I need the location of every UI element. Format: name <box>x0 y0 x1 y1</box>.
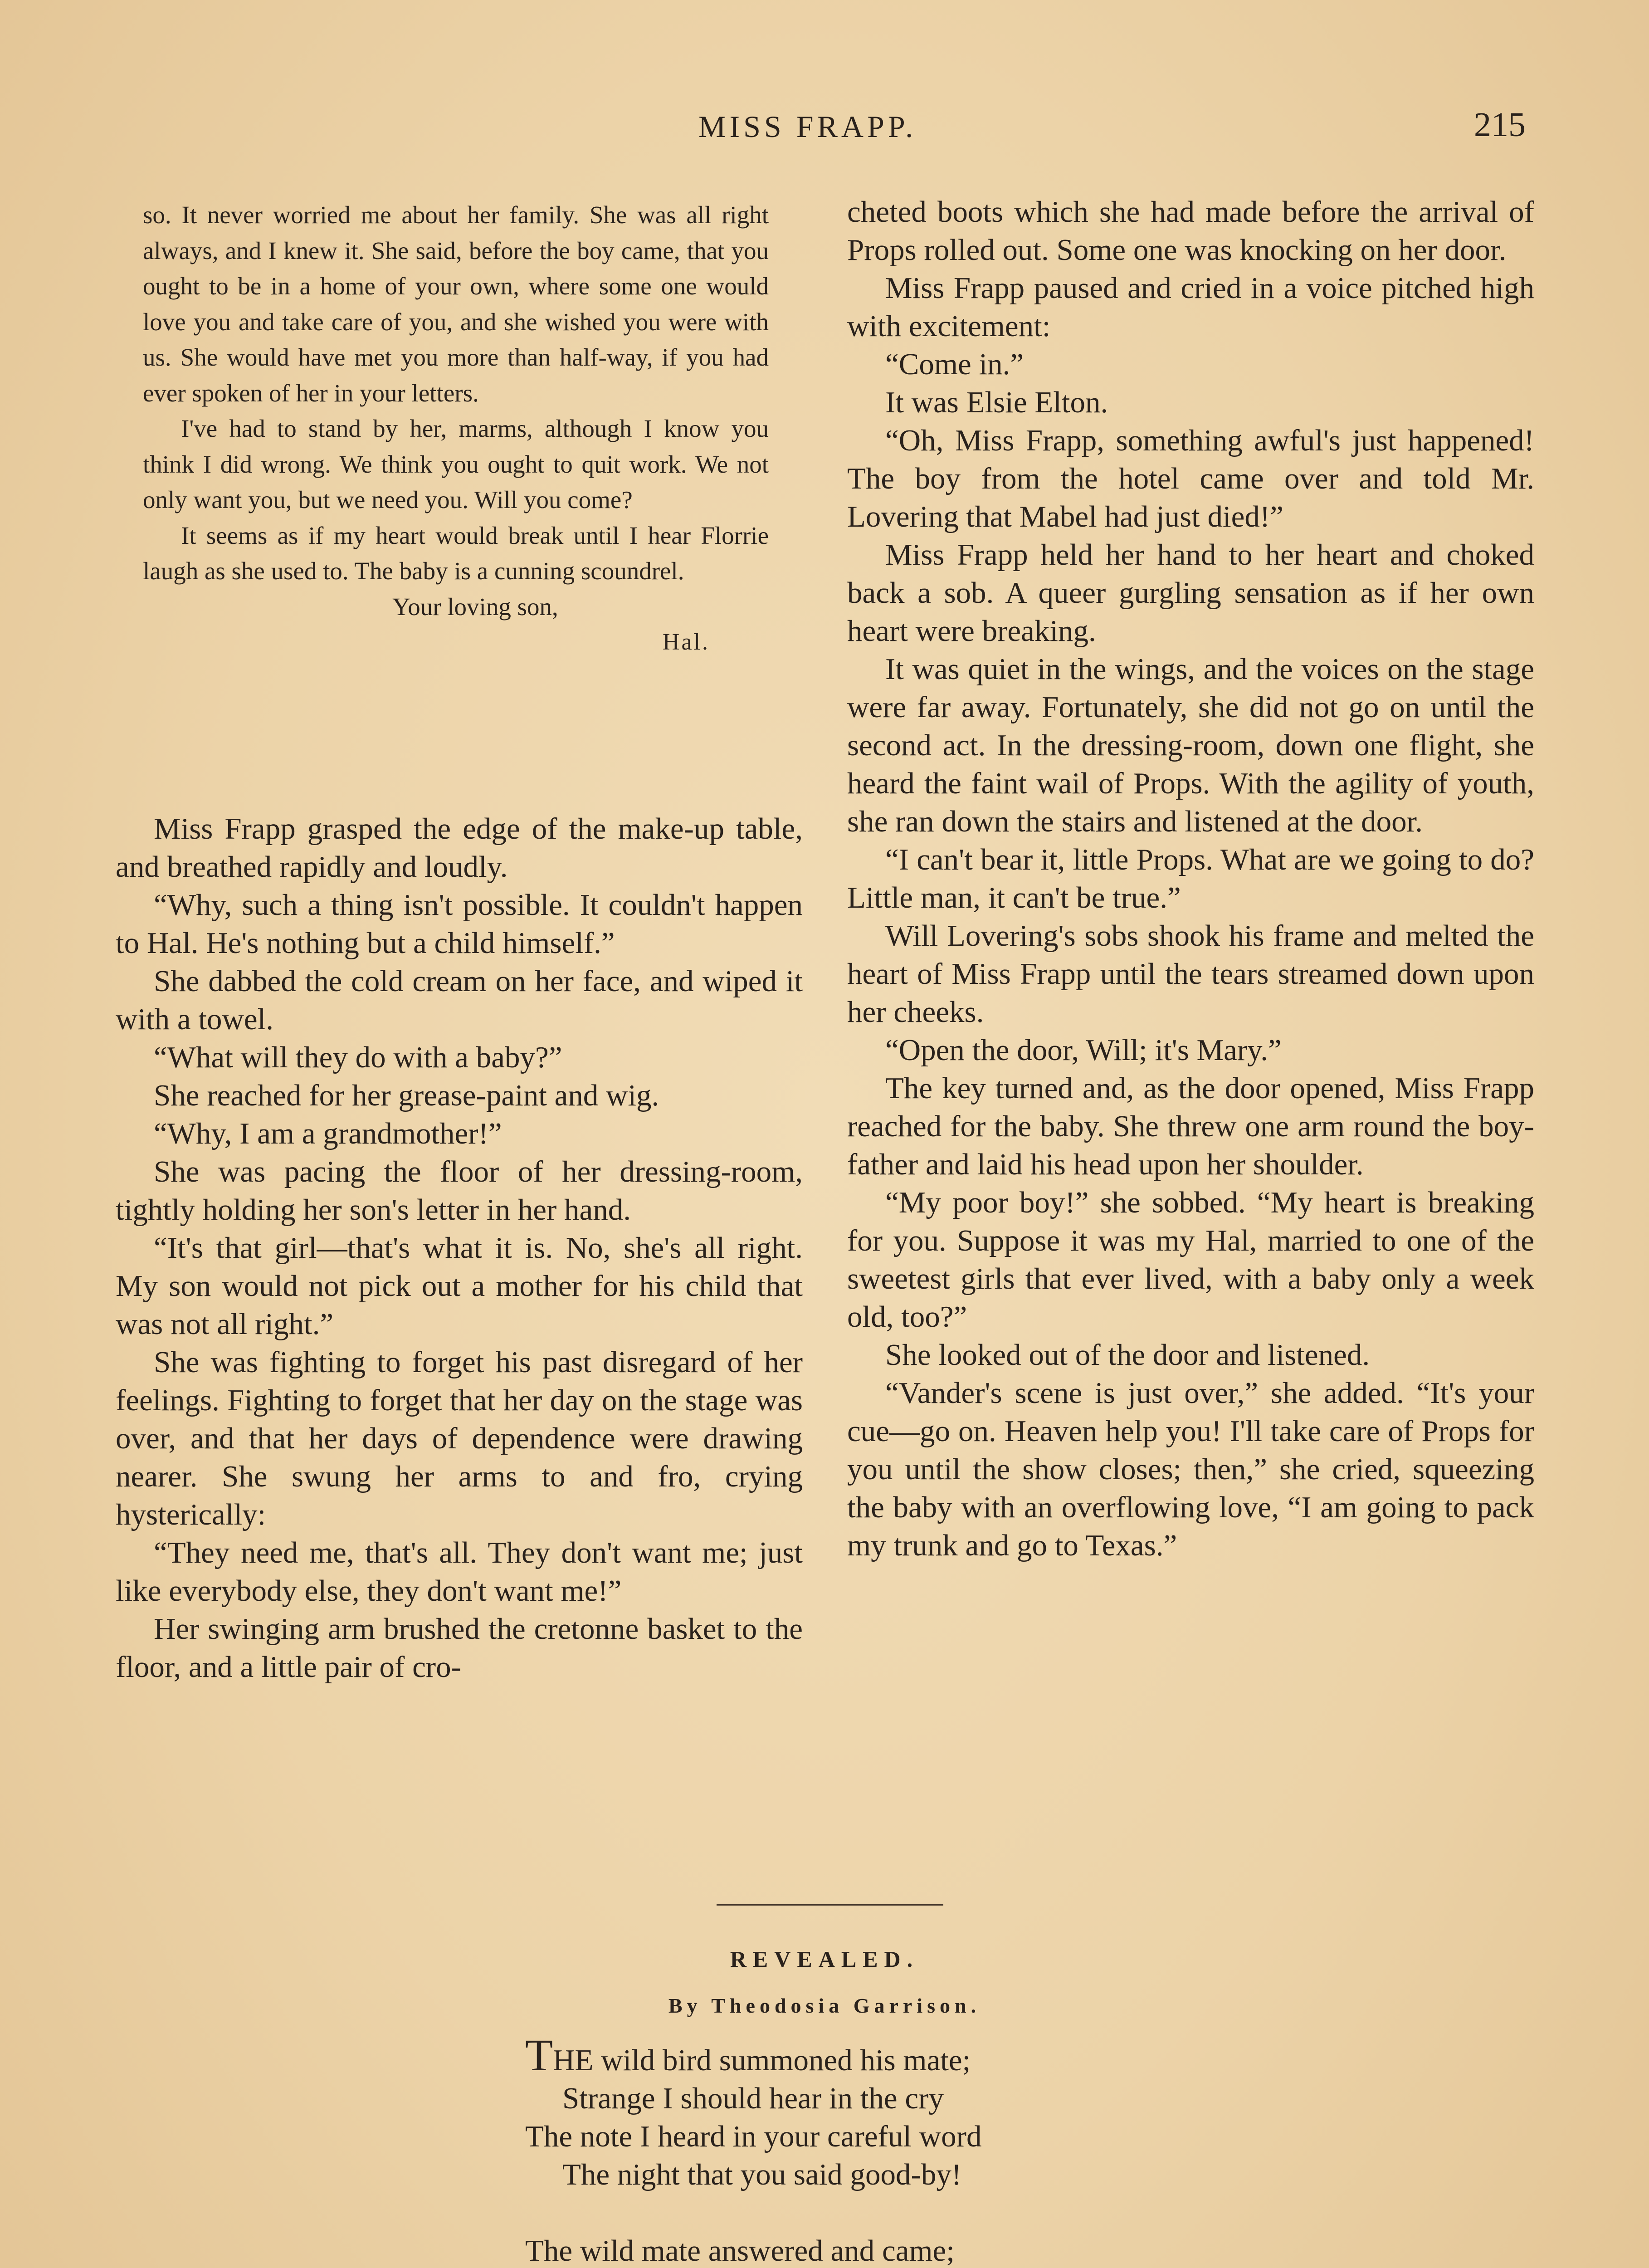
poem-byline: By Theodosia Garrison. <box>668 1994 981 2017</box>
paragraph: She looked out of the door and listened. <box>885 1338 1370 1372</box>
drop-cap: T <box>525 2030 553 2080</box>
paragraph: “Why, such a thing isn't possible. It couldn't happen to Hal. He's nothing but a child himself.” <box>116 888 803 960</box>
left-column <box>116 810 803 1686</box>
right-column <box>847 193 1534 1564</box>
paragraph: Miss Frapp paused and cried in a voice pitched high with excitement: <box>847 271 1534 343</box>
poem <box>525 2030 1296 2268</box>
paragraph: Her swinging arm brushed the cretonne basket to the floor, and a little pair of cro- <box>116 1612 803 1684</box>
paragraph: It was quiet in the wings, and the voices on the stage were far away. Fortunately, she did not go on until the second act. In the dressing-room, down one flight, she heard the faint wail of Props. With the agility of youth, she ran down the stairs and listened at the door. <box>847 652 1534 838</box>
page-number: 215 <box>1474 106 1526 144</box>
letter-block <box>143 197 769 660</box>
paragraph: She was pacing the floor of her dressing-room, tightly holding her son's letter in her hand. <box>116 1155 803 1227</box>
paragraph: “My poor boy!” she sobbed. “My heart is breaking for you. Suppose it was my Hal, married to one of the sweetest girls that ever lived, with a baby only a week old, too?” <box>847 1186 1534 1334</box>
running-header: MISS FRAPP. <box>698 109 917 144</box>
poem-line <box>525 2030 1296 2080</box>
paragraph: “What will they do with a baby?” <box>154 1041 562 1074</box>
letter-signature: Hal. <box>662 629 710 655</box>
letter-paragraph: I've had to stand by her, marms, although I know you think I did wrong. We think you ought to quit work. We not only want you, but we need you. Will you come? <box>143 415 769 513</box>
paragraph: She reached for her grease-paint and wig. <box>154 1079 659 1112</box>
stanza-break <box>525 2194 1296 2232</box>
paragraph: “Vander's scene is just over,” she added. “It's your cue—go on. Heaven help you! I'll take care of Props for you until the show closes; then,” she cried, squeezing the baby with an overflowing love, “I am going to pack my trunk and go to Texas.” <box>847 1376 1534 1562</box>
paragraph: She dabbed the cold cream on her face, and wiped it with a towel. <box>116 964 803 1036</box>
paragraph: cheted boots which she had made before the arrival of Props rolled out. Some one was knocking on her door. <box>847 195 1534 267</box>
paragraph: “Open the door, Will; it's Mary.” <box>885 1033 1282 1067</box>
poem-line: The note I heard in your careful word <box>525 2120 982 2153</box>
paragraph: “Why, I am a grandmother!” <box>154 1117 502 1150</box>
paragraph: It was Elsie Elton. <box>885 386 1108 419</box>
poem-line-text: HE wild bird summoned his mate; <box>553 2043 971 2077</box>
letter-paragraph: It seems as if my heart would break until I hear Florrie laugh as she used to. The baby is a cunning scoundrel. <box>143 521 769 585</box>
poem-line: The night that you said good-by! <box>562 2158 962 2191</box>
paragraph: “Oh, Miss Frapp, something awful's just happened! The boy from the hotel came over and told Mr. Lovering that Mabel had just died!” <box>847 424 1534 533</box>
paragraph: “It's that girl—that's what it is. No, she's all right. My son would not pick out a mother for his child that was not all right.” <box>116 1231 803 1341</box>
poem-line: The wild mate answered and came; <box>525 2234 955 2268</box>
letter-closing: Your loving son, <box>392 592 558 621</box>
poem-line: Strange I should hear in the cry <box>562 2082 944 2115</box>
paragraph: Will Lovering's sobs shook his frame and melted the heart of Miss Frapp until the tears streamed down upon her cheeks. <box>847 919 1534 1029</box>
section-divider <box>717 1904 943 1906</box>
paragraph: “I can't bear it, little Props. What are we going to do? Little man, it can't be true.” <box>847 843 1534 914</box>
paragraph: She was fighting to forget his past disregard of her feelings. Fighting to forget that her day on the stage was over, and that her days of dependence were drawing nearer. She swung her arms to and fro, crying hysterically: <box>116 1345 803 1531</box>
paragraph: The key turned and, as the door opened, Miss Frapp reached for the baby. She threw one arm round the boy-father and laid his head upon her shoulder. <box>847 1071 1534 1181</box>
letter-paragraph: so. It never worried me about her family. She was all right always, and I knew it. She said, before the boy came, that you ought to be in a home of your own, where some one would love you and take care of you, and she wished you were with us. She would have met you more than half-way, if you had ever spoken of her in your letters. <box>143 201 769 407</box>
paragraph: “Come in.” <box>885 347 1024 381</box>
paragraph: Miss Frapp held her hand to her heart and choked back a sob. A queer gurgling sensation as if her own heart were breaking. <box>847 538 1534 648</box>
paragraph: “They need me, that's all. They don't want me; just like everybody else, they don't want me!” <box>116 1536 803 1608</box>
poem-title: REVEALED. <box>730 1946 919 1972</box>
paragraph: Miss Frapp grasped the edge of the make-up table, and breathed rapidly and loudly. <box>116 812 803 884</box>
